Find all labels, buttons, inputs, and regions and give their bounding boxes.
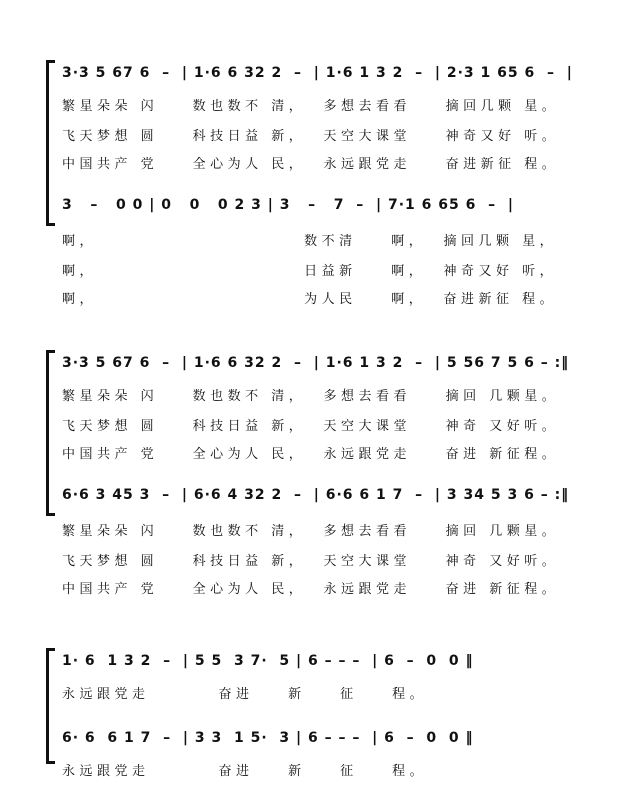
lyric-line-2: 飞天梦想 圆 科技日益 新， 天空大课堂 神奇 又好听。 [62, 419, 560, 434]
soprano-line: 1· 6 1 3 2 – | 5 5 3 7· 5 | 6 – – – | 6 – 0 0 ‖ [62, 653, 474, 669]
alto-line: 6·6 3 45 3 – | 6·6 4 32 2 – | 6·6 6 1 7 – | 3 34 5 3 6 – :‖ [62, 487, 570, 503]
system-bracket [46, 60, 55, 226]
lyric-line-1: 繁星朵朵 闪 数也数不 清， 多想去看看 摘回 几颗星。 [62, 389, 560, 404]
system-3 [0, 648, 643, 788]
soprano-line: 3·3 5 67 6 – | 1·6 6 32 2 – | 1·6 1 3 2 – | 5 56 7 5 6 – :‖ [62, 355, 570, 371]
lyric-line-2: 飞天梦想 圆 科技日益 新， 天空大课堂 神奇又好 听。 [62, 129, 560, 144]
alto-lyric-line-3: 啊， 为人民 啊， 奋进新征 程。 [62, 292, 558, 307]
system-1 [0, 55, 643, 307]
system-bracket [46, 350, 55, 516]
alto-line: 3 – 0 0 | 0 0 0 2 3 | 3 – 7 – | 7·1 6 65 6 – | [62, 197, 514, 213]
system-bracket [46, 648, 55, 764]
alto-lyric-line: 永远跟党走 奋进 新 征 程。 [62, 764, 428, 779]
alto-lyric-line-1: 啊， 数不清 啊， 摘回几颗 星， [62, 234, 558, 249]
lyric-line-3: 中国共产 党 全心为人 民， 永远跟党走 奋进 新征程。 [62, 447, 560, 462]
alto-lyric-line-3: 中国共产 党 全心为人 民， 永远跟党走 奋进 新征程。 [62, 582, 560, 597]
soprano-line: 3·3 5 67 6 – | 1·6 6 32 2 – | 1·6 1 3 2 – | 2·3 1 65 6 – | [62, 65, 573, 81]
alto-line: 6· 6 6 1 7 – | 3 3 1 5· 3 | 6 – – – | 6 – 0 0 ‖ [62, 730, 474, 746]
alto-lyric-line-1: 繁星朵朵 闪 数也数不 清， 多想去看看 摘回 几颗星。 [62, 524, 560, 539]
lyric-line: 永远跟党走 奋进 新 征 程。 [62, 687, 428, 702]
alto-lyric-line-2: 飞天梦想 圆 科技日益 新， 天空大课堂 神奇 又好听。 [62, 554, 560, 569]
system-2 [0, 345, 643, 597]
alto-lyric-line-2: 啊， 日益新 啊， 神奇又好 听， [62, 264, 558, 279]
lyric-line-3: 中国共产 党 全心为人 民， 永远跟党走 奋进新征 程。 [62, 157, 560, 172]
lyric-line-1: 繁星朵朵 闪 数也数不 清， 多想去看看 摘回几颗 星。 [62, 99, 560, 114]
